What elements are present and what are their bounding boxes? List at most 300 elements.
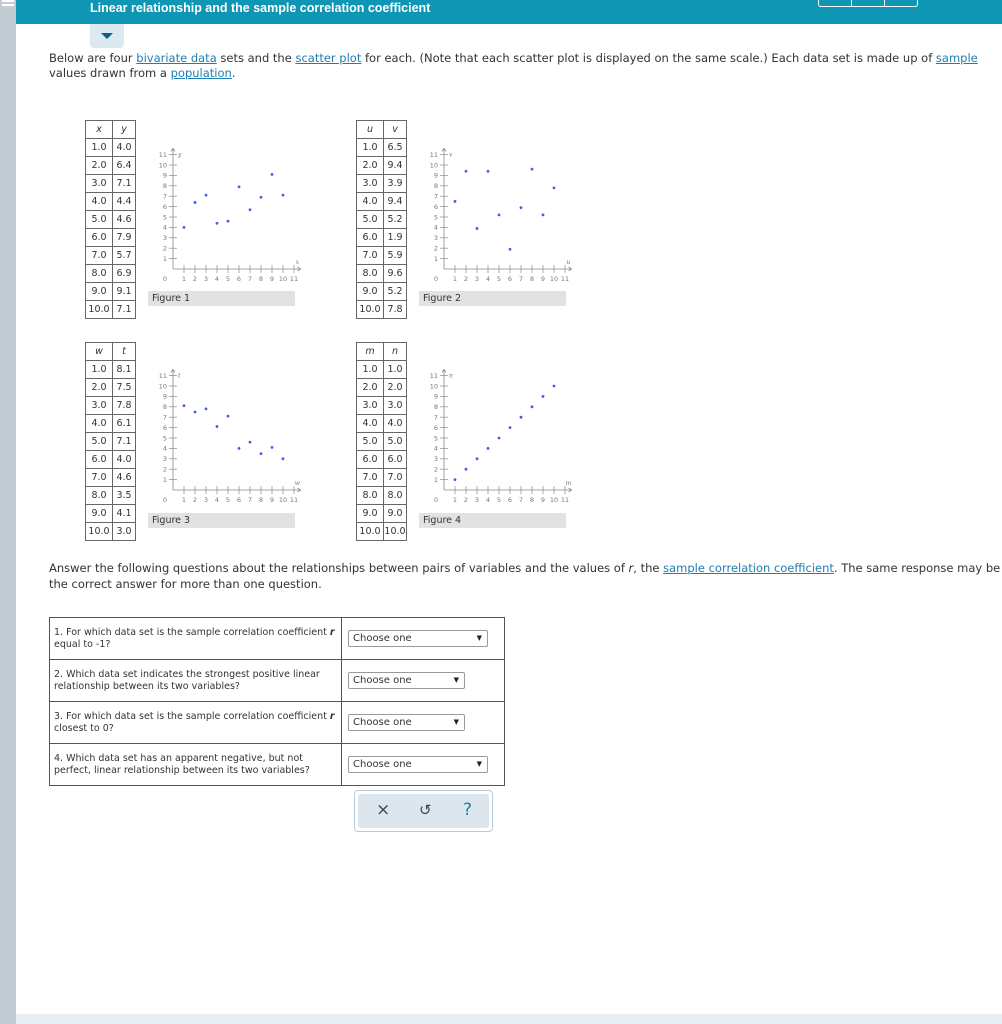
y-axis-label: t [178,372,181,380]
y-tick-label: 6 [162,202,167,211]
table-row [86,523,136,541]
x-tick-label: 4 [485,496,491,504]
table-cell: 2.0 [357,157,384,175]
table-cell: 7.1 [113,301,136,319]
table-row [357,211,407,229]
table-row [86,229,136,247]
table-cell: 4.0 [86,415,113,433]
data-point [476,457,479,460]
table-cell: 5.0 [384,433,407,451]
y-tick-label: 5 [433,434,438,443]
x-tick-label: 5 [496,496,502,504]
collapse-toggle-button[interactable] [90,24,124,48]
y-tick-label: 5 [162,434,167,443]
table-row [357,229,407,247]
table-row [86,211,136,229]
table-row [357,415,407,433]
data-point [260,452,263,455]
data-point [205,407,208,410]
table-cell: 7.0 [384,469,407,487]
y-tick-label: 2 [162,244,167,253]
y-tick-label: 8 [433,403,438,412]
answer-select-1[interactable]: Choose one ▼ [348,630,488,647]
data-point [238,447,241,450]
column-header: m [357,343,384,361]
x-tick-label: 3 [203,275,209,283]
data-point [183,404,186,407]
y-tick-label: 8 [162,403,167,412]
table-cell: 8.0 [357,487,384,505]
data-point [487,447,490,450]
data-point [542,395,545,398]
x-axis-label: u [566,259,571,266]
x-tick-label: 8 [258,275,264,283]
x-tick-label: 4 [485,275,491,283]
x-tick-label: 10 [549,496,559,504]
table-cell: 6.0 [357,229,384,247]
origin-label: 0 [433,496,439,504]
table-cell: 1.0 [86,139,113,157]
x-tick-label: 7 [518,275,524,283]
question-text-4: 4. Which data set has an apparent negative, but not perfect, linear relationship between its two variables? [50,744,342,786]
table-row [86,451,136,469]
data-point [282,457,285,460]
data-point [227,220,230,223]
table-cell: 8.0 [86,487,113,505]
table-cell: 1.9 [384,229,407,247]
table-cell: 5.9 [384,247,407,265]
column-header: n [384,343,407,361]
x-tick-label: 6 [507,496,513,504]
table-cell: 10.0 [357,301,384,319]
table-cell: 9.4 [384,193,407,211]
data-point [282,194,285,197]
table-cell: 6.9 [113,265,136,283]
y-tick-label: 7 [162,413,167,422]
table-cell: 3.0 [86,175,113,193]
table-cell: 4.6 [113,211,136,229]
table-row [357,247,407,265]
table-cell: 3.0 [86,397,113,415]
scatter-plot-2 [419,136,569,288]
data-point [271,173,274,176]
y-tick-label: 10 [429,382,438,391]
y-tick-label: 4 [433,444,438,453]
data-point [498,214,501,217]
link-population[interactable]: population [170,65,232,80]
data-point [227,415,230,418]
y-tick-label: 9 [162,392,167,401]
table-cell: 10.0 [384,523,407,541]
column-header: w [86,343,113,361]
origin-label: 0 [162,496,168,504]
table-cell: 4.0 [86,193,113,211]
table-cell: 4.0 [113,139,136,157]
y-tick-label: 2 [433,244,438,253]
column-header: t [113,343,136,361]
table-cell: 7.9 [113,229,136,247]
y-tick-label: 1 [162,254,167,263]
y-tick-label: 7 [433,413,438,422]
table-row [357,379,407,397]
table-row [357,265,407,283]
table-row [357,301,407,319]
table-cell: 4.0 [357,415,384,433]
x-tick-label: 1 [181,275,187,283]
intro-text: Below are four bivariate data sets and the scatter plot for each. (Note that each scatter plot is displayed on the same scale.) Each data set is made up of sample values drawn from a population. [49,51,978,80]
y-tick-label: 6 [433,423,438,432]
table-cell: 10.0 [357,523,384,541]
link-bivariate-data[interactable]: bivariate data [136,51,217,65]
data-point [476,227,479,230]
x-tick-label: 10 [278,275,288,283]
table-cell: 8.1 [113,361,136,379]
question-row-3 [50,702,505,744]
question-text-3: 3. For which data set is the sample correlation coefficient r closest to 0? [50,702,342,744]
table-cell: 5.0 [357,433,384,451]
scatter-plot-3 [148,357,298,509]
link-sample[interactable]: sample [935,51,978,65]
origin-label: 0 [162,275,168,283]
table-row [86,469,136,487]
link-scatter-plot[interactable]: scatter plot [295,51,362,65]
y-tick-label: 9 [162,171,167,180]
y-tick-label: 11 [429,371,438,380]
table-row [86,301,136,319]
data-point [531,168,534,171]
table-cell: 8.0 [357,265,384,283]
table-row [357,523,407,541]
data-point [194,201,197,204]
table-cell: 9.0 [357,505,384,523]
x-axis-label: w [294,480,300,487]
scatter-plot-4 [419,357,572,509]
table-cell: 4.0 [357,193,384,211]
table-cell: 7.5 [113,379,136,397]
link-sample-correlation-coefficient[interactable]: sample correlation coefficient [663,561,834,575]
table-cell: 2.0 [86,379,113,397]
y-tick-label: 10 [158,382,167,391]
y-tick-label: 2 [162,465,167,474]
x-tick-label: 11 [289,496,299,504]
data-point [194,411,197,414]
y-tick-label: 7 [162,192,167,201]
data-point [509,426,512,429]
x-axis-label: x [295,259,299,266]
question-text-2: 2. Which data set indicates the strongest positive linear relationship between its two variables? [50,660,342,702]
table-cell: 7.8 [384,301,407,319]
data-point [216,222,219,225]
y-tick-label: 3 [162,455,167,464]
answer-select-3[interactable]: Choose one ▼ [348,714,465,731]
clear-icon[interactable]: × [376,800,391,820]
table-cell: 6.4 [113,157,136,175]
data-point [454,478,457,481]
data-point [498,437,501,440]
top-bar [16,0,1002,24]
x-tick-label: 11 [289,275,299,283]
y-tick-label: 7 [433,192,438,201]
help-icon[interactable]: ? [463,800,473,820]
y-axis-label: v [449,151,453,159]
y-tick-label: 6 [162,423,167,432]
table-row [86,139,136,157]
y-tick-label: 1 [433,475,438,484]
y-tick-label: 3 [433,455,438,464]
table-row [86,265,136,283]
figure-caption-4: Figure 4 [419,513,566,528]
table-row [357,157,407,175]
table-cell: 3.0 [357,175,384,193]
x-tick-label: 1 [452,275,458,283]
table-cell: 6.0 [86,229,113,247]
table-cell: 5.2 [384,211,407,229]
top-right-control[interactable] [818,0,918,7]
table-row [357,361,407,379]
data-point [520,206,523,209]
y-tick-label: 2 [433,465,438,474]
y-tick-label: 9 [433,171,438,180]
data-table-4 [356,342,407,541]
y-tick-label: 11 [429,150,438,159]
table-cell: 5.0 [357,211,384,229]
table-cell: 7.0 [86,247,113,265]
x-tick-label: 3 [203,496,209,504]
data-point [553,385,556,388]
x-tick-label: 6 [236,275,242,283]
table-cell: 5.0 [86,211,113,229]
answer-instructions: Answer the following questions about the relationships between pairs of variables and the values of r, the sample correlation coefficient. The same response may be the correct answer for more than one question. [49,561,1001,591]
data-point [553,186,556,189]
column-header: y [113,121,136,139]
x-tick-label: 2 [463,275,469,283]
x-tick-label: 2 [463,496,469,504]
x-tick-label: 9 [269,275,275,283]
data-point [542,214,545,217]
question-row-1 [50,618,505,660]
table-cell: 9.6 [384,265,407,283]
column-header: v [384,121,407,139]
x-tick-label: 8 [529,496,535,504]
answer-select-4[interactable]: Choose one ▼ [348,756,488,773]
x-tick-label: 3 [474,496,480,504]
table-cell: 2.0 [86,157,113,175]
table-cell: 1.0 [86,361,113,379]
table-cell: 6.0 [357,451,384,469]
table-row [86,193,136,211]
table-cell: 3.0 [384,397,407,415]
x-tick-label: 9 [540,496,546,504]
y-tick-label: 4 [162,223,167,232]
data-point [531,405,534,408]
data-table-2 [356,120,407,319]
table-cell: 5.2 [384,283,407,301]
x-tick-label: 7 [247,496,253,504]
data-table-3 [85,342,136,541]
table-cell: 9.4 [384,157,407,175]
x-tick-label: 5 [225,496,231,504]
table-cell: 6.5 [384,139,407,157]
table-row [357,505,407,523]
table-cell: 10.0 [86,523,113,541]
answer-select-2[interactable]: Choose one ▼ [348,672,465,689]
y-tick-label: 4 [162,444,167,453]
x-tick-label: 9 [269,496,275,504]
question-row-2 [50,660,505,702]
x-tick-label: 2 [192,496,198,504]
table-row [357,175,407,193]
question-page [16,0,1002,1024]
table-row [86,505,136,523]
origin-label: 0 [433,275,439,283]
y-tick-label: 8 [433,182,438,191]
x-tick-label: 7 [247,275,253,283]
table-cell: 9.0 [384,505,407,523]
table-row [86,157,136,175]
data-point [520,416,523,419]
figure-caption-1: Figure 1 [148,291,295,306]
table-cell: 4.6 [113,469,136,487]
x-tick-label: 7 [518,496,524,504]
table-cell: 3.0 [113,523,136,541]
data-point [454,200,457,203]
x-tick-label: 2 [192,275,198,283]
data-point [465,170,468,173]
data-point [465,468,468,471]
table-row [357,487,407,505]
table-row [86,247,136,265]
table-cell: 7.0 [357,469,384,487]
table-cell: 6.0 [86,451,113,469]
table-cell: 5.0 [86,433,113,451]
table-row [86,487,136,505]
data-point [216,425,219,428]
table-cell: 3.9 [384,175,407,193]
table-row [357,397,407,415]
undo-icon[interactable]: ↺ [419,801,432,819]
questions-table [49,617,505,786]
table-cell: 9.0 [357,283,384,301]
data-table-1 [85,120,136,319]
x-tick-label: 4 [214,275,220,283]
y-tick-label: 4 [433,223,438,232]
column-header: u [357,121,384,139]
x-tick-label: 11 [560,496,570,504]
table-cell: 6.0 [384,451,407,469]
x-tick-label: 11 [560,275,570,283]
y-tick-label: 1 [162,475,167,484]
data-point [260,196,263,199]
x-tick-label: 1 [181,496,187,504]
y-tick-label: 11 [158,371,167,380]
column-header: x [86,121,113,139]
data-point [271,446,274,449]
left-rail [0,0,16,1024]
table-cell: 2.0 [384,379,407,397]
table-row [86,415,136,433]
table-row [357,139,407,157]
table-row [357,433,407,451]
table-row [357,193,407,211]
x-tick-label: 8 [258,496,264,504]
question-row-4 [50,744,505,786]
table-cell: 7.0 [86,469,113,487]
y-tick-label: 6 [433,202,438,211]
bottom-strip [16,1014,1002,1024]
menu-icon[interactable] [2,0,14,8]
table-row [357,451,407,469]
x-tick-label: 10 [549,275,559,283]
table-cell: 9.1 [113,283,136,301]
question-text-1: 1. For which data set is the sample correlation coefficient r equal to -1? [50,618,342,660]
x-tick-label: 3 [474,275,480,283]
x-tick-label: 6 [507,275,513,283]
x-tick-label: 1 [452,496,458,504]
table-row [86,175,136,193]
table-cell: 4.1 [113,505,136,523]
table-cell: 7.1 [113,175,136,193]
table-cell: 4.0 [384,415,407,433]
y-tick-label: 5 [433,213,438,222]
y-tick-label: 5 [162,213,167,222]
figure-caption-2: Figure 2 [419,291,566,306]
table-cell: 6.1 [113,415,136,433]
table-row [86,283,136,301]
table-row [357,469,407,487]
y-tick-label: 8 [162,182,167,191]
table-cell: 1.0 [357,139,384,157]
table-cell: 7.1 [113,433,136,451]
y-tick-label: 11 [158,150,167,159]
data-point [183,226,186,229]
table-cell: 3.5 [113,487,136,505]
x-tick-label: 5 [496,275,502,283]
table-cell: 5.7 [113,247,136,265]
y-tick-label: 3 [162,234,167,243]
y-tick-label: 3 [433,234,438,243]
x-axis-label: m [565,480,572,487]
table-cell: 2.0 [357,379,384,397]
data-point [205,194,208,197]
table-cell: 8.0 [86,265,113,283]
answer-toolbox [354,790,493,832]
table-row [86,379,136,397]
table-cell: 4.0 [113,451,136,469]
x-tick-label: 4 [214,496,220,504]
y-axis-label: n [449,372,453,380]
table-row [86,433,136,451]
page-title: Linear relationship and the sample correlation coefficient [90,1,431,15]
table-cell: 8.0 [384,487,407,505]
y-tick-label: 10 [158,161,167,170]
figure-caption-3: Figure 3 [148,513,295,528]
data-point [249,208,252,211]
x-tick-label: 9 [540,275,546,283]
y-tick-label: 1 [433,254,438,263]
y-tick-label: 10 [429,161,438,170]
data-point [509,248,512,251]
x-tick-label: 5 [225,275,231,283]
table-cell: 1.0 [357,361,384,379]
table-cell: 7.8 [113,397,136,415]
y-axis-label: y [178,151,182,159]
table-cell: 1.0 [384,361,407,379]
data-point [487,170,490,173]
table-cell: 10.0 [86,301,113,319]
table-cell: 7.0 [357,247,384,265]
x-tick-label: 6 [236,496,242,504]
table-cell: 3.0 [357,397,384,415]
